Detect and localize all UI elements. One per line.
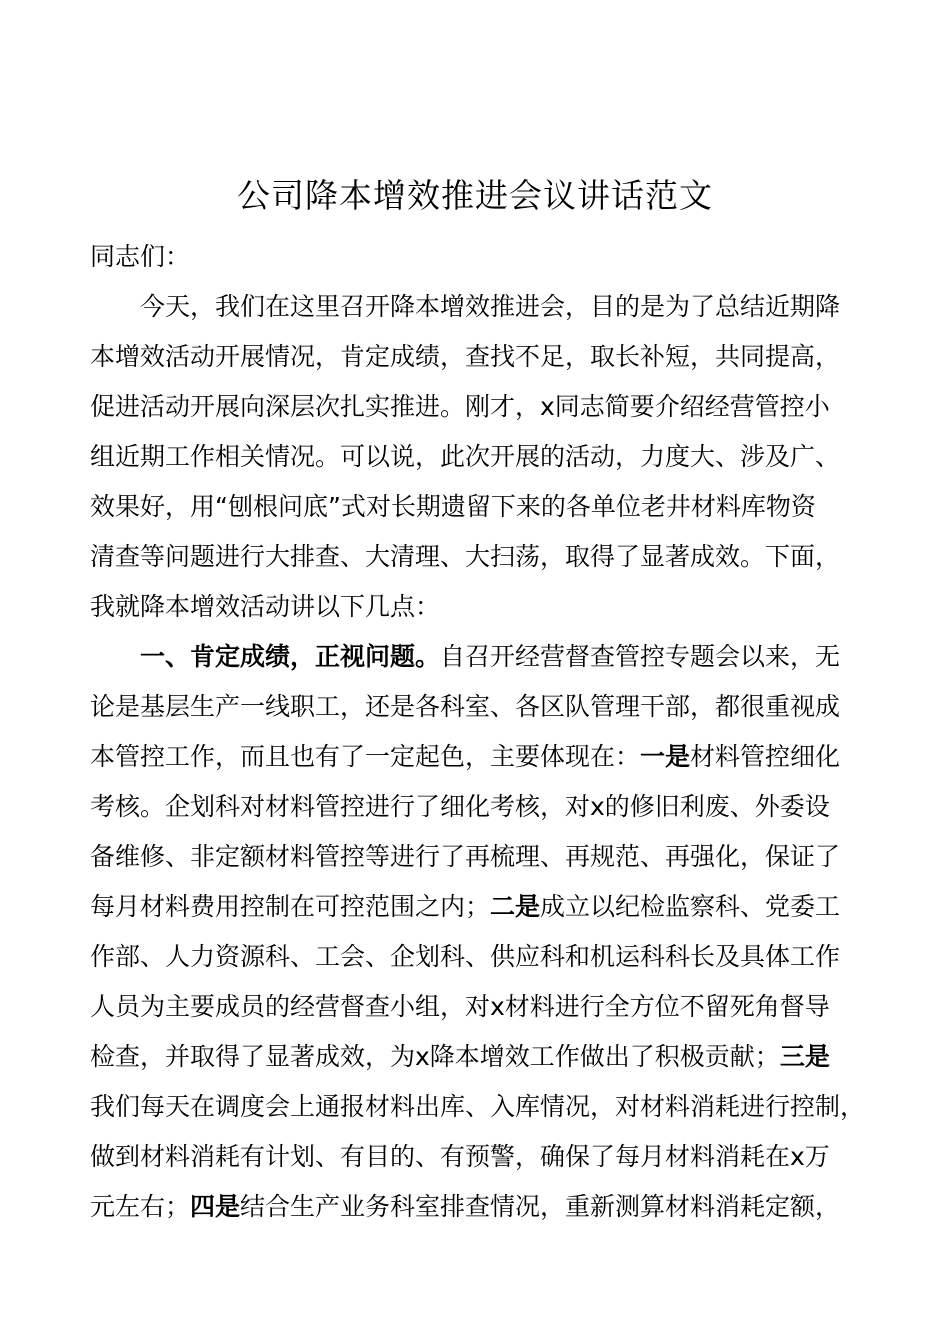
paragraph-line: 作部、人力资源科、工会、企划科、供应科和机运科科长及具体工作	[90, 942, 841, 971]
salutation: 同志们：	[90, 242, 191, 271]
paragraph-line: 论是基层生产一线职工，还是各科室、各区队管理干部，都很重视成	[90, 692, 841, 721]
document-title: 公司降本增效推进会议讲话范文	[237, 176, 713, 215]
paragraph-line: 本增效活动开展情况，肯定成绩，查找不足，取长补短，共同提高，	[90, 342, 841, 371]
paragraph-line: 备维修、非定额材料管控等进行了再梳理、再规范、再强化，保证了	[90, 842, 841, 871]
paragraph-text: 元左右；	[90, 1192, 191, 1221]
paragraph-line	[90, 632, 880, 682]
section-heading: 一、肯定成绩，正视问题。	[140, 642, 441, 671]
paragraph-line: 今天，我们在这里召开降本增效推进会，目的是为了总结近期降	[140, 292, 841, 321]
paragraph-line	[90, 1032, 880, 1082]
point-marker: 二是	[490, 892, 541, 921]
paragraph-line: 我就降本增效活动讲以下几点：	[90, 592, 441, 621]
document-body	[90, 232, 880, 1232]
paragraph-line: 效果好，用“刨根问底”式对长期遗留下来的各单位老井材料库物资	[90, 492, 816, 521]
paragraph-text: 检查，并取得了显著成效，为x降本增效工作做出了积极贡献；	[90, 1042, 780, 1071]
paragraph-text: 材料管控细化	[690, 742, 841, 771]
paragraph-line: 人员为主要成员的经营督查小组，对x材料进行全方位不留死角督导	[90, 992, 830, 1021]
paragraph-line	[90, 882, 880, 932]
paragraph-line	[90, 1182, 880, 1232]
paragraph-text: 成立以纪检监察科、党委工	[540, 892, 841, 921]
paragraph-line: 组近期工作相关情况。可以说，此次开展的活动，力度大、涉及广、	[90, 442, 841, 471]
paragraph-line: 我们每天在调度会上通报材料出库、入库情况，对材料消耗进行控制，	[90, 1092, 866, 1121]
paragraph-line: 清查等问题进行大排查、大清理、大扫荡，取得了显著成效。下面，	[90, 542, 841, 571]
paragraph-text: 本管控工作，而且也有了一定起色，主要体现在：	[90, 742, 641, 771]
point-marker: 三是	[779, 1042, 830, 1071]
paragraph-line: 促进活动开展向深层次扎实推进。刚才，x同志简要介绍经营管控小	[90, 392, 830, 421]
paragraph-text: 每月材料费用控制在可控范围之内；	[90, 892, 491, 921]
paragraph-text: 自召开经营督查管控专题会以来，无	[440, 642, 841, 671]
point-marker: 一是	[640, 742, 691, 771]
point-marker: 四是	[190, 1192, 241, 1221]
paragraph-text: 结合生产业务科室排查情况，重新测算材料消耗定额，	[240, 1192, 841, 1221]
paragraph-line	[90, 732, 880, 782]
paragraph-line: 考核。企划科对材料管控进行了细化考核，对x的修旧利废、外委设	[90, 792, 830, 821]
paragraph-line: 做到材料消耗有计划、有目的、有预警，确保了每月材料消耗在x万	[90, 1142, 830, 1171]
